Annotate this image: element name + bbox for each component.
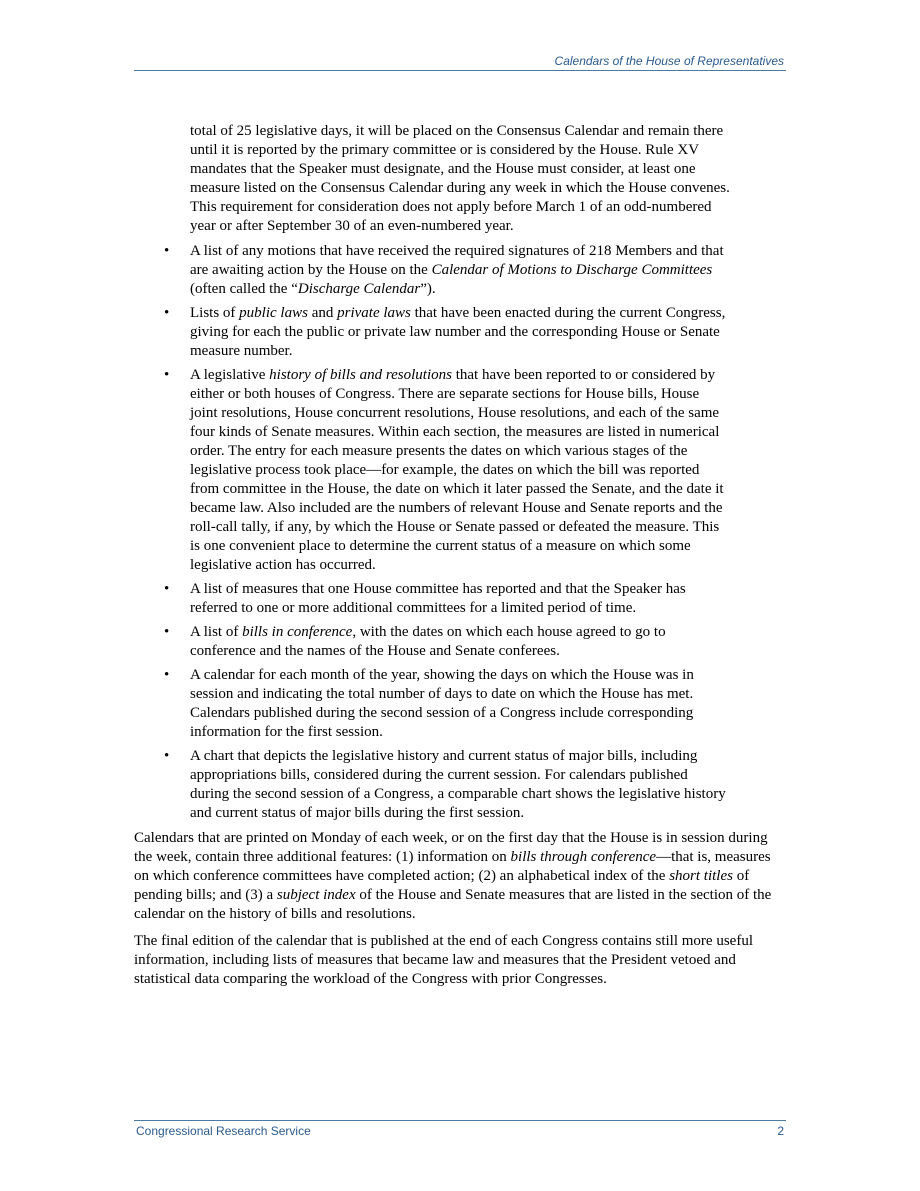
- list-item: • A list of any motions that have received the required signatures of 218 Members and that are awaiting action by the House on the Calendar of Motions to Discharge Committees (often called the “Discharge Calendar”).: [164, 243, 724, 297]
- bullet-icon: •: [164, 243, 170, 259]
- bullet-icon: •: [164, 367, 170, 383]
- list-item: • A legislative history of bills and resolutions that have been reported to or considered by either or both houses of Congress. There are separate sections for House bills, House joint resolutions, House concurrent resolutions, House resolutions, and each of the same four kinds of Senate measures. Within each section, the measures are listed in numerical order. The entry for each measure presents the dates on which various stages of the legislative process took place—for example, the dates on which the bill was reported from committee in the House, the date on which it later passed the Senate, and the date it became law. Also included are the numbers of relevant House and Senate reports and the roll-call tally, if any, by which the House or Senate passed or defeated the measure. This is one convenient place to determine the current status of a measure on which some legislative action has occurred.: [164, 367, 724, 573]
- page-header: [134, 54, 786, 71]
- bullet-list: [134, 242, 786, 823]
- list-item: • A calendar for each month of the year, showing the days on which the House was in session and indicating the total number of days to date on which the House has met. Calendars published during the second session of a Congress include corresponding information for the first session.: [164, 667, 694, 740]
- page-number: 2: [777, 1124, 784, 1138]
- continued-paragraph: total of 25 legislative days, it will be placed on the Consensus Calendar and remain there until it is reported by the primary committee or is considered by the House. Rule XV mandates that the Speaker must designate, and the House must consider, at least one measure listed on the Consensus Calendar during any week in which the House convenes. This requirement for consideration does not apply before March 1 of an odd-numbered year or after September 30 of an even-numbered year.: [190, 123, 730, 234]
- bullet-icon: •: [164, 624, 170, 640]
- list-item: • A list of measures that one House committee has reported and that the Speaker has referred to one or more additional committees for a limited period of time.: [164, 581, 686, 616]
- bullet-icon: •: [164, 748, 170, 764]
- page-footer: [134, 1120, 786, 1141]
- list-item: • A list of bills in conference, with the dates on which each house agreed to go to conference and the names of the House and Senate conferees.: [164, 624, 666, 659]
- header-title: Calendars of the House of Representatives: [554, 54, 784, 68]
- body-paragraph-weekly-features: Calendars that are printed on Monday of each week, or on the first day that the House is in session during the week, contain three additional features: (1) information on bills through conference—that is, measures on which conference committees have completed action; (2) an alphabetical index of the short titles of pending bills; and (3) a subject index of the House and Senate measures that are listed in the section of the calendar on the history of bills and resolutions.: [134, 830, 772, 922]
- list-item: • Lists of public laws and private laws that have been enacted during the current Congress, giving for each the public or private law number and the corresponding House or Senate measure number.: [164, 305, 726, 359]
- body-paragraph-final-edition: The final edition of the calendar that is published at the end of each Congress contains still more useful information, including lists of measures that became law and measures that the President vetoed and statistical data comparing the workload of the Congress with prior Congresses.: [134, 933, 753, 987]
- footer-org: Congressional Research Service: [136, 1124, 311, 1138]
- page-content: [134, 122, 786, 989]
- bullet-icon: •: [164, 305, 170, 321]
- bullet-icon: •: [164, 667, 170, 683]
- list-item: • A chart that depicts the legislative history and current status of major bills, including appropriations bills, considered during the current session. For calendars published during the second session of a Congress, a comparable chart shows the legislative history and current status of major bills during the first session.: [164, 748, 726, 821]
- bullet-icon: •: [164, 581, 170, 597]
